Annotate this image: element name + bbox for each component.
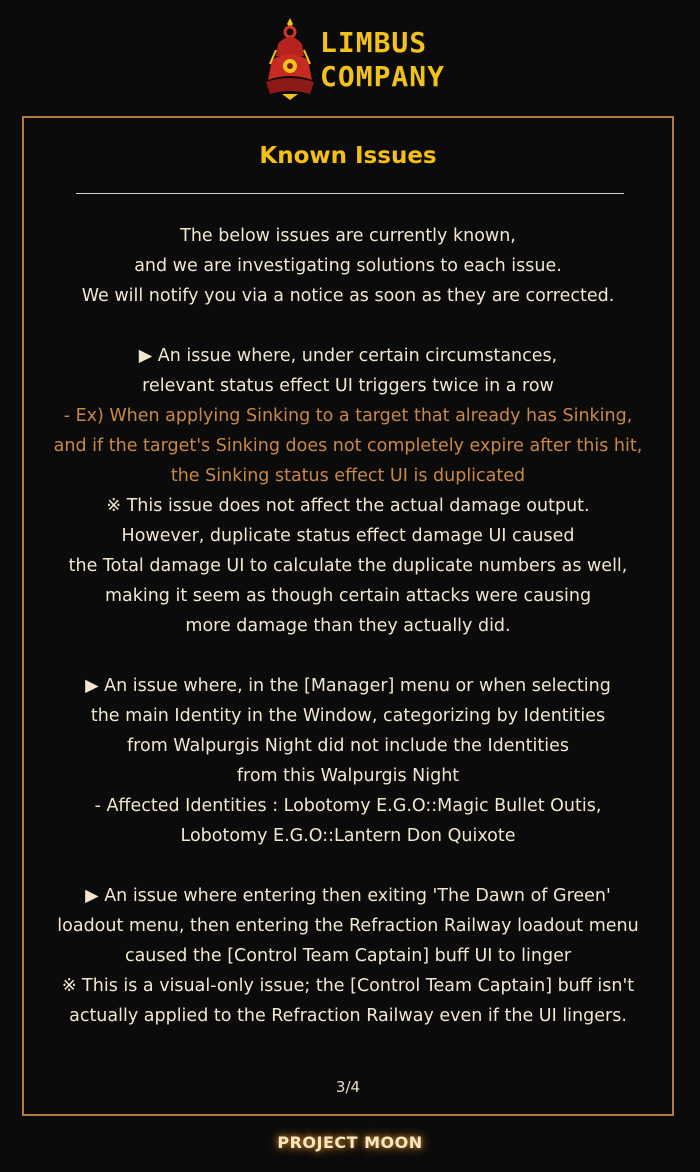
issue1-line: ▶ An issue where, under certain circumstances, bbox=[138, 346, 558, 366]
project-moon-logo: PROJECT MOON bbox=[277, 1133, 423, 1152]
logo-line-2: COMPANY bbox=[320, 60, 446, 93]
notice-panel bbox=[22, 116, 674, 1116]
issue1-note-line: making it seem as though certain attacks were causing bbox=[104, 586, 592, 606]
spacer bbox=[24, 641, 672, 671]
issue1-line: relevant status effect UI triggers twice in a row bbox=[142, 376, 554, 396]
issue1-example-line: - Ex) When applying Sinking to a target that already has Sinking, bbox=[63, 406, 633, 426]
issue1-note-line: the Total damage UI to calculate the duplicate numbers as well, bbox=[68, 556, 628, 576]
spacer bbox=[24, 311, 672, 341]
logo-wordmark bbox=[320, 26, 446, 94]
issue3-line: loadout menu, then entering the Refraction Railway loadout menu bbox=[57, 916, 639, 936]
issue2-line: - Affected Identities : Lobotomy E.G.O::Magic Bullet Outis, bbox=[94, 796, 602, 816]
issue2-line: the main Identity in the Window, categorizing by Identities bbox=[90, 706, 606, 726]
issue1-note-line: more damage than they actually did. bbox=[185, 616, 511, 636]
issue3-line: ※ This is a visual-only issue; the [Control Team Captain] buff isn't bbox=[61, 976, 635, 996]
issue3-line: caused the [Control Team Captain] buff UI to linger bbox=[124, 946, 572, 966]
bell-emblem-icon bbox=[262, 16, 318, 100]
issue1-example-line: and if the target's Sinking does not completely expire after this hit, bbox=[53, 436, 643, 456]
notice-body bbox=[24, 221, 672, 1031]
limbus-company-logo bbox=[262, 16, 446, 100]
page-indicator: 3/4 bbox=[335, 1078, 361, 1096]
issue2-line: from this Walpurgis Night bbox=[236, 766, 460, 786]
title-divider bbox=[76, 193, 624, 194]
header bbox=[0, 0, 700, 110]
intro-line: We will notify you via a notice as soon as they are corrected. bbox=[81, 286, 615, 306]
intro-line: and we are investigating solutions to each issue. bbox=[134, 256, 562, 276]
notice-title: Known Issues bbox=[259, 143, 437, 169]
issue2-line: ▶ An issue where, in the [Manager] menu or when selecting bbox=[85, 676, 611, 696]
spacer bbox=[24, 851, 672, 881]
issue1-note-line: ※ This issue does not affect the actual damage output. bbox=[106, 496, 590, 516]
issue3-line: actually applied to the Refraction Railway even if the UI lingers. bbox=[69, 1006, 627, 1026]
issue3-line: ▶ An issue where entering then exiting 'The Dawn of Green' bbox=[85, 886, 611, 906]
logo-line-1: LIMBUS bbox=[320, 26, 428, 59]
issue2-line: Lobotomy E.G.O::Lantern Don Quixote bbox=[180, 826, 516, 846]
intro-line: The below issues are currently known, bbox=[180, 226, 516, 246]
issue1-note-line: However, duplicate status effect damage UI caused bbox=[121, 526, 575, 546]
issue2-line: from Walpurgis Night did not include the Identities bbox=[127, 736, 569, 756]
issue1-example-line: the Sinking status effect UI is duplicated bbox=[170, 466, 526, 486]
